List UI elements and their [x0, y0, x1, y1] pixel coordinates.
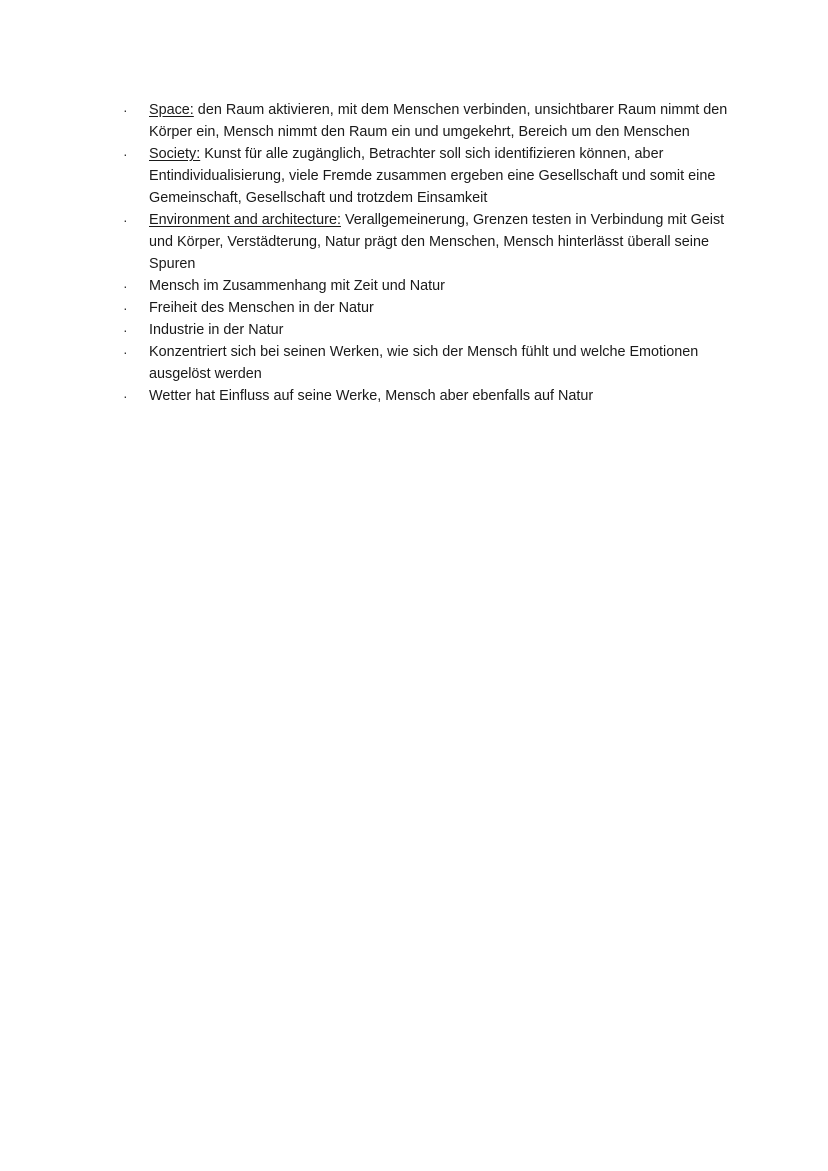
item-text: Konzentriert sich bei seinen Werken, wie sich der Mensch fühlt und welche Emotionen ausgelöst werden: [149, 344, 699, 382]
bullet-dot-icon: ·: [123, 212, 128, 228]
item-text: Industrie in der Natur: [149, 322, 284, 338]
item-text: Wetter hat Einfluss auf seine Werke, Mensch aber ebenfalls auf Natur: [149, 388, 594, 404]
list-item: [123, 297, 743, 319]
item-heading: Environment and architecture:: [149, 212, 341, 228]
list-item-society: [123, 143, 743, 209]
bullet-dot-icon: ·: [123, 102, 128, 118]
item-text: Verallgemeinerung, Grenzen testen in Verbindung mit Geist und Körper, Verstädterung, Natur prägt den Menschen, Mensch hinterlässt überall seine Spuren: [149, 212, 725, 272]
item-text: den Raum aktivieren, mit dem Menschen verbinden, unsichtbarer Raum nimmt den Körper ein, Mensch nimmt den Raum ein und umgekehrt, Bereich um den Menschen: [149, 102, 728, 140]
item-text: Freiheit des Menschen in der Natur: [149, 300, 374, 316]
list-item: [123, 275, 743, 297]
bullet-list: [123, 99, 743, 407]
bullet-dot-icon: ·: [123, 322, 128, 338]
item-text: Mensch im Zusammenhang mit Zeit und Natur: [149, 278, 445, 294]
bullet-dot-icon: ·: [123, 388, 128, 404]
item-heading: Space:: [149, 102, 194, 118]
bullet-dot-icon: ·: [123, 278, 128, 294]
item-heading: Society:: [149, 146, 201, 162]
list-item: [123, 341, 743, 385]
list-item: [123, 385, 743, 407]
list-item-environment: [123, 209, 743, 275]
bullet-dot-icon: ·: [123, 146, 128, 162]
list-item: [123, 319, 743, 341]
bullet-dot-icon: ·: [123, 300, 128, 316]
item-text: Kunst für alle zugänglich, Betrachter soll sich identifizieren können, aber Entindividualisierung, viele Fremde zusammen ergeben eine Gesellschaft und somit eine Gemeinschaft, Gesellschaft und trotzdem Einsamkeit: [149, 146, 716, 206]
list-item-space: [123, 99, 743, 143]
bullet-dot-icon: ·: [123, 344, 128, 360]
